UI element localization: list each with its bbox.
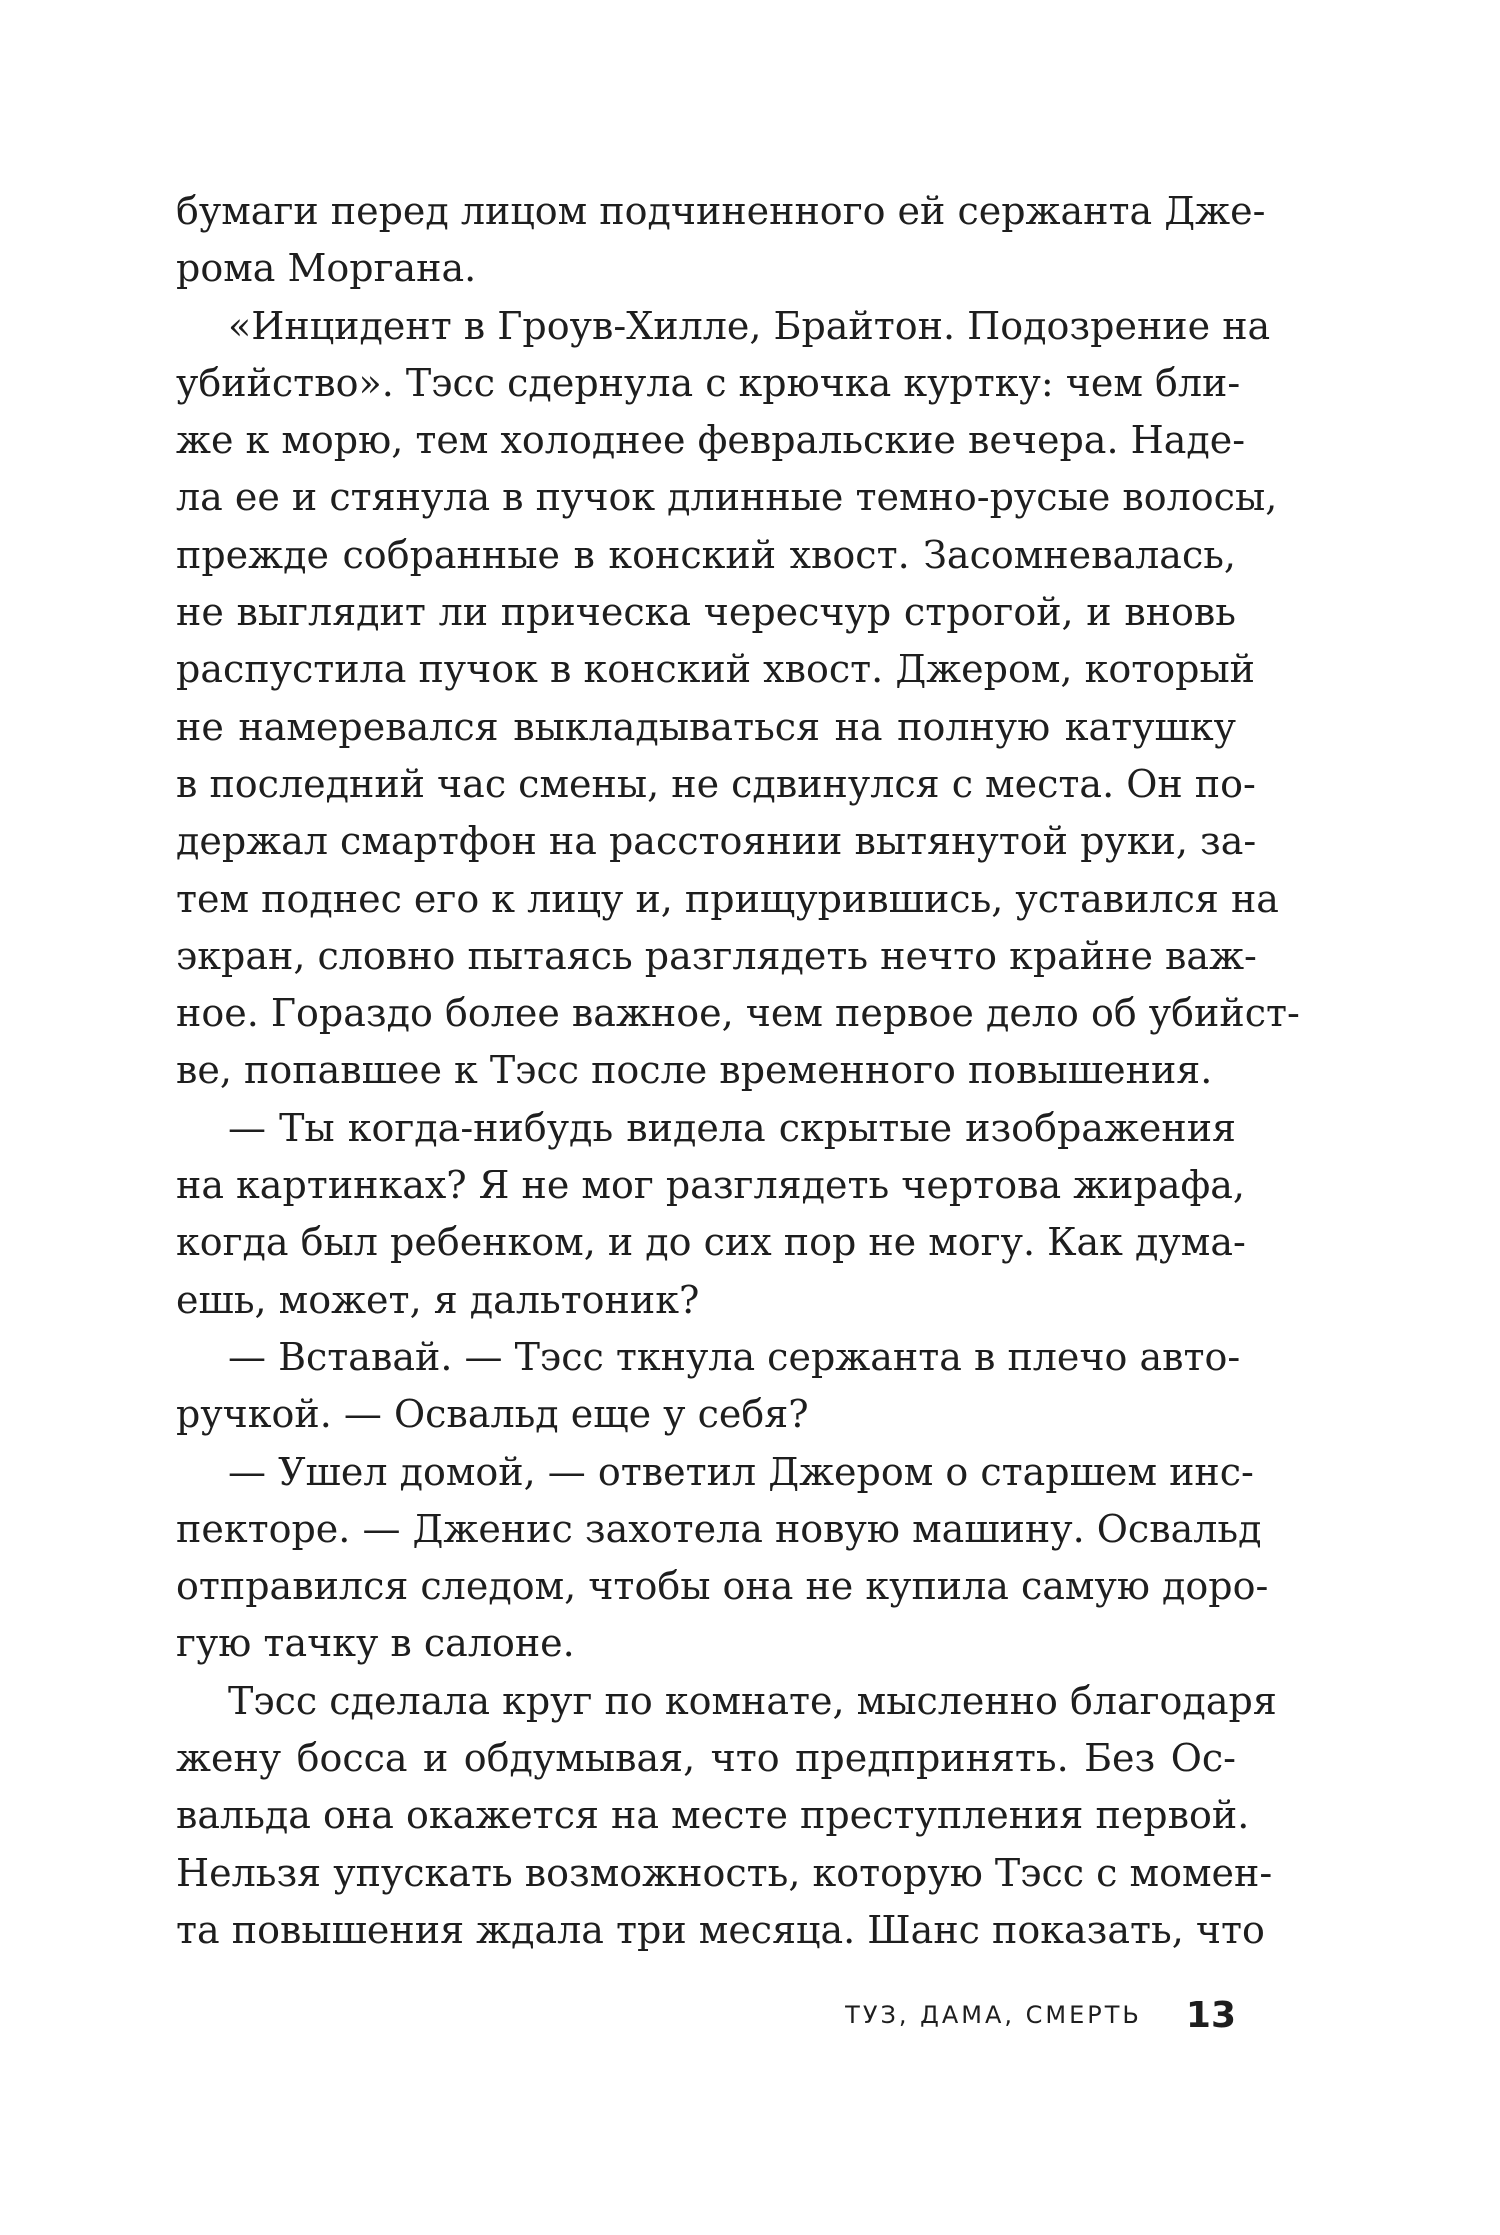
text-line: не выглядит ли прическа чересчур строгой, и вновь: [176, 590, 1236, 635]
page-number: 13: [1185, 1994, 1236, 2036]
text-line: не намеревался выкладываться на полную катушку: [176, 704, 1236, 749]
text-line: в последний час смены, не сдвинулся с места. Он по-: [176, 761, 1256, 806]
text-line: ве, попавшее к Тэсс после временного повышения.: [176, 1048, 1213, 1093]
text-line: — Ты когда-нибудь видела скрытые изображения: [228, 1105, 1236, 1150]
text-line: когда был ребенком, и до сих пор не могу. Как дума-: [176, 1220, 1246, 1265]
text-line: жену босса и обдумывая, что предпринять. Без Ос-: [176, 1736, 1236, 1781]
text-line: держал смартфон на расстоянии вытянутой руки, за-: [176, 819, 1257, 864]
text-line: бумаги перед лицом подчиненного ей сержанта Дже-: [176, 189, 1266, 233]
text-line: же к морю, тем холоднее февральские вечера. Наде-: [176, 418, 1246, 463]
text-line: ла ее и стянула в пучок длинные темно-русые волосы,: [176, 475, 1278, 520]
text-line: — Ушел домой, — ответил Джером о старшем инс-: [228, 1449, 1254, 1494]
text-line: отправился следом, чтобы она не купила самую доро-: [176, 1564, 1269, 1609]
text-line: ешь, может, я дальтоник?: [176, 1277, 700, 1322]
text-line: «Инцидент в Гроув-Хилле, Брайтон. Подозрение на: [228, 303, 1271, 348]
body-text: [176, 183, 1300, 1959]
text-line: рома Моргана.: [176, 246, 477, 291]
text-line: на картинках? Я не мог разглядеть чертова жирафа,: [176, 1163, 1245, 1208]
running-title: ТУЗ, ДАМА, СМЕРТЬ: [845, 2001, 1142, 2029]
text-line: тем поднес его к лицу и, прищурившись, уставился на: [176, 876, 1279, 921]
text-line: ручкой. — Освальд еще у себя?: [176, 1392, 809, 1437]
text-line: убийство». Тэсс сдернула с крючка куртку: чем бли-: [176, 360, 1241, 405]
text-line: вальда она окажется на месте преступления первой.: [176, 1793, 1250, 1838]
text-line: пекторе. — Дженис захотела новую машину. Освальд: [176, 1506, 1262, 1551]
text-line: Нельзя упускать возможность, которую Тэсс с момен-: [176, 1850, 1273, 1895]
text-line: та повышения ждала три месяца. Шанс показать, что: [176, 1907, 1265, 1952]
text-line: ное. Гораздо более важное, чем первое дело об убийст-: [176, 991, 1300, 1036]
page-footer: [845, 1995, 1236, 2035]
text-line: — Вставай. — Тэсс ткнула сержанта в плечо авто-: [228, 1334, 1241, 1379]
text-line: прежде собранные в конский хвост. Засомневалась,: [176, 532, 1236, 577]
text-line: Тэсс сделала круг по комнате, мысленно благодаря: [228, 1678, 1277, 1723]
text-line: распустила пучок в конский хвост. Джером, который: [176, 647, 1256, 692]
text-line: гую тачку в салоне.: [176, 1621, 575, 1666]
text-line: экран, словно пытаясь разглядеть нечто крайне важ-: [176, 933, 1257, 978]
